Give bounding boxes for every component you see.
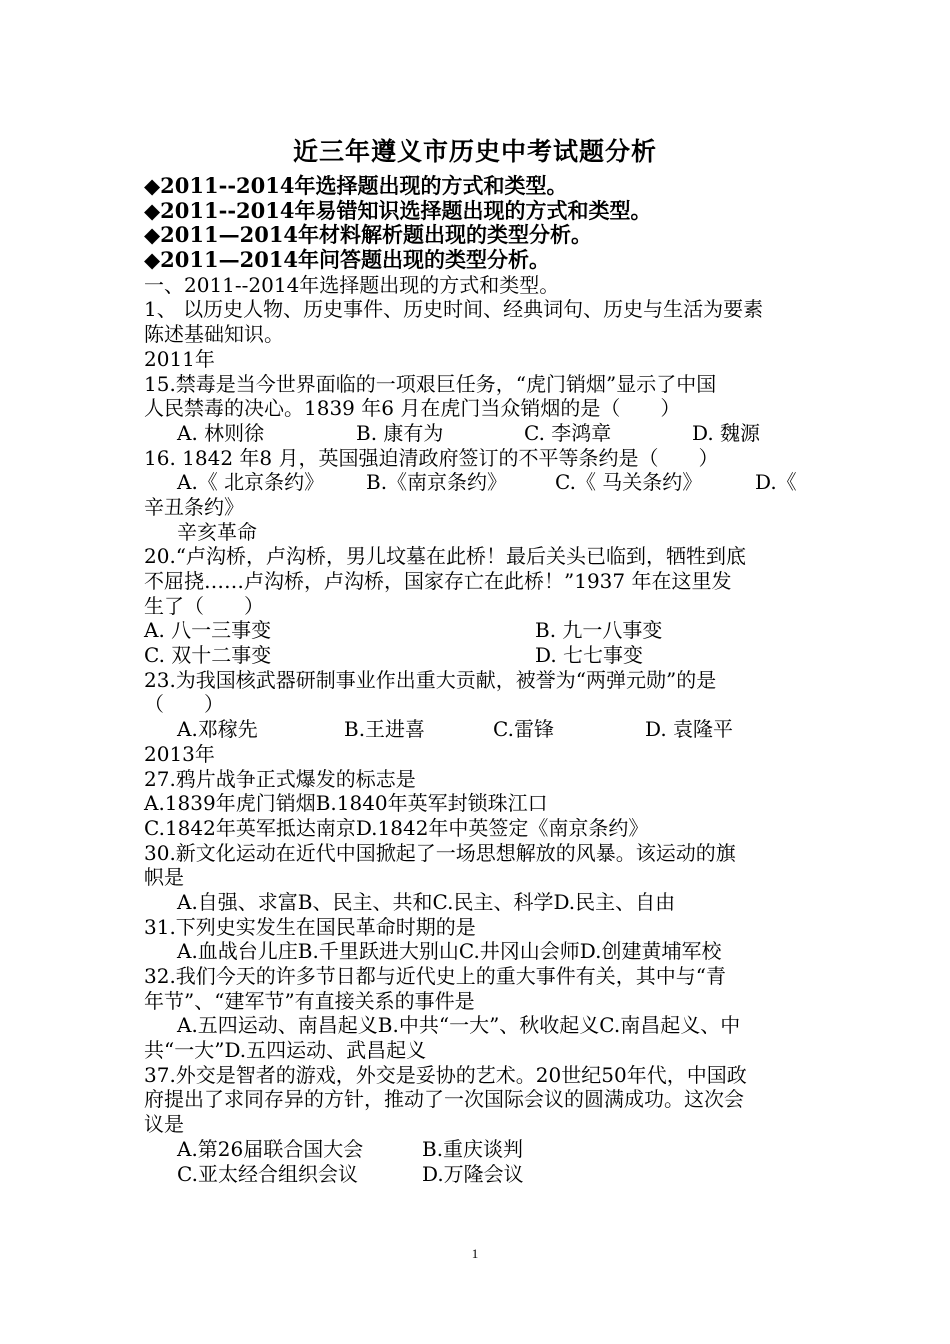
question-text: 15.禁毒是当今世界面临的一项艰巨任务，“虎门销烟”显示了中国 <box>144 371 717 396</box>
question-options <box>144 1162 809 1187</box>
question-text: 府提出了求同存异的方针，推动了一次国际会议的圆满成功。这次会 <box>144 1087 744 1112</box>
intro-line: 1、 以历史人物、历史事件、历史时间、经典词句、历史与生活为要素 <box>144 297 764 322</box>
year-heading: 2011年 <box>144 346 215 371</box>
page-title: 近三年遵义市历史中考试题分析 <box>292 137 657 166</box>
option: D. 袁隆平 <box>645 717 734 742</box>
question-options: A.1839年虎门销烟B.1840年英军封锁珠江口 <box>144 791 548 816</box>
option: A. 林则徐 <box>177 420 265 445</box>
question-text: 生了（ ） <box>144 593 264 618</box>
bullet-item: ◆2011—2014年材料解析题出现的类型分析。 <box>144 222 593 248</box>
section-heading: 一、2011--2014年选择题出现的方式和类型。 <box>144 272 560 297</box>
question-text: 16. 1842 年8 月，英国强迫清政府签订的不平等条约是（ ） <box>144 445 719 470</box>
question-options: 共“一大”D.五四运动、武昌起义 <box>144 1038 427 1063</box>
option: B.《南京条约》 <box>366 470 508 495</box>
option: C. 李鸿章 <box>524 420 612 445</box>
question-options <box>144 618 809 643</box>
document-body <box>144 174 809 1186</box>
option: D.《 <box>755 470 797 495</box>
question-options: A.自强、求富B、民主、共和C.民主、科学D.民主、自由 <box>177 889 676 914</box>
option: A.邓稼先 <box>177 717 258 742</box>
question-text: （ ） <box>144 692 224 717</box>
question-text: 帜是 <box>144 865 184 890</box>
question-options <box>144 643 809 668</box>
question-options <box>144 717 809 742</box>
option: B. 康有为 <box>356 420 444 445</box>
question-text: 27.鸦片战争正式爆发的标志是 <box>144 766 416 791</box>
bullet-item: ◆2011--2014年易错知识选择题出现的方式和类型。 <box>144 197 652 223</box>
intro-line: 陈述基础知识。 <box>144 322 284 347</box>
question-options: C.1842年英军抵达南京D.1842年中英签定《南京条约》 <box>144 815 649 840</box>
option: C. 双十二事变 <box>144 643 272 668</box>
option-wrap: 辛丑条约》 <box>144 494 244 519</box>
bullet-item: ◆2011--2014年选择题出现的方式和类型。 <box>144 173 568 198</box>
option: B.王进喜 <box>344 717 426 742</box>
question-text: 议是 <box>144 1112 184 1137</box>
question-text: 23.为我国核武器研制事业作出重大贡献，被誉为“两弹元勋”的是 <box>144 667 717 692</box>
question-text: 20.“卢沟桥，卢沟桥，男儿坟墓在此桥！最后关头已临到，牺牲到底 <box>144 544 747 569</box>
option: D.万隆会议 <box>422 1161 524 1186</box>
option: D. 七七事变 <box>535 643 644 668</box>
question-text: 37.外交是智者的游戏，外交是妥协的艺术。20世纪50年代，中国政 <box>144 1062 747 1087</box>
option: C.《 马关条约》 <box>555 470 703 495</box>
option: D. 魏源 <box>692 420 761 445</box>
question-text: 32.我们今天的许多节日都与近代史上的重大事件有关，其中与“青 <box>144 964 727 988</box>
bullet-item: ◆2011—2014年问答题出现的类型分析。 <box>144 247 551 273</box>
question-options: A.五四运动、南昌起义B.中共“一大”、秋收起义C.南昌起义、中 <box>177 1013 741 1038</box>
question-text: 31.下列史实发生在国民革命时期的是 <box>144 914 476 939</box>
question-options: A.血战台儿庄B.千里跃进大别山C.井冈山会师D.创建黄埔军校 <box>177 939 722 964</box>
extra-text: 辛亥革命 <box>177 519 257 544</box>
option: C.亚太经合组织会议 <box>177 1161 358 1186</box>
option: A.《 北京条约》 <box>177 470 325 495</box>
option: C.雷锋 <box>493 717 554 742</box>
question-text: 年节”、“建军节”有直接关系的事件是 <box>144 988 475 1013</box>
option: A. 八一三事变 <box>144 618 272 643</box>
question-text: 不屈挠……卢沟桥，卢沟桥，国家存亡在此桥！”1937 年在这里发 <box>144 569 732 593</box>
option: B.重庆谈判 <box>422 1136 524 1161</box>
question-text: 人民禁毒的决心。1839 年6 月在虎门当众销烟的是（ ） <box>144 396 681 421</box>
page-number: 1 <box>471 1246 479 1261</box>
year-heading: 2013年 <box>144 741 215 766</box>
question-options <box>144 1137 809 1162</box>
question-options <box>144 421 809 446</box>
question-text: 30.新文化运动在近代中国掀起了一场思想解放的风暴。该运动的旗 <box>144 840 736 865</box>
option: A.第26届联合国大会 <box>177 1136 364 1161</box>
option: B. 九一八事变 <box>535 618 663 643</box>
question-options <box>144 470 809 495</box>
